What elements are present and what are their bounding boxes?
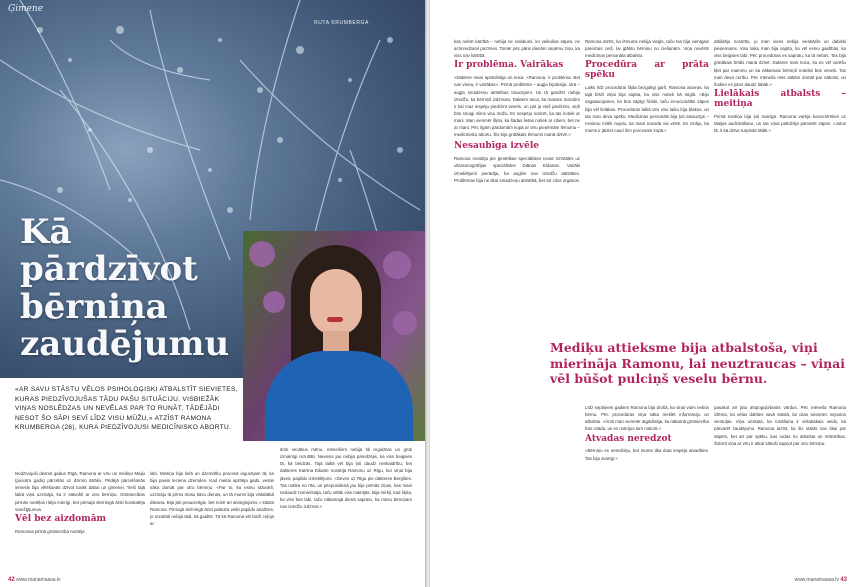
- page-number: 43: [840, 577, 847, 583]
- page-number: 42: [8, 577, 15, 583]
- article-column: [454, 38, 580, 578]
- body-text: «Daktere mani apsēdināja un teica: «Ramona, ir problēma. Bet nav viena, ir vairākas». Pirmā problēma – augļa hipoksija, otrā – augļa smadzeņu attīstības traucējumi. Un tā gandrīz nebija izredžu, ka bērniņš izdzīvotu. Daktere teica, ka manam mazulim ir ļoti maz iespēju piedzimt vesels, un pat ja viņš piedzims, viņš būs smagi slims visu mūžu. Es nespēju noticēt, ka tas notiek ar mani. Man vienmēr šķita, ka šādas lietas notiek ar citiem, bet ne ar mani. Pēc ilgām pārdomām kopā ar vīru pieņēmām lēmumu – medicīnisko abortu. Šis bija grūtākais lēmums manā dzīvē.»: [454, 75, 580, 138]
- title-line: zaudējumu: [20, 324, 230, 365]
- body-text: ārsti vecākus mēnu, mēnešiem nebija tik regulāras un grūti izmainīgi rezultāti. Neviens jau nebija paredzējis, ka viss beigsies tā, kā beidzās. Tajā laikā vēl bija ļoti daudz neskaidrību, bet dakteres Katrīna Eikarte nosūtīja Ramonu uz Rīgu, kur viņai bija jāveic papildu izmeklējumi. «Devos uz Rīgu pie dakteres Berglites. Tas notika no rīta, un pēcpusdienā jau bija pirmās ziņas, kas mani nedaudz nomierināja, taču vēlāk viss mainījās. Bija mirkļi, kad šķita, ka viss būs labi, taču nākamajā dienā sapratu, ka mūsu bērniņam nav izredžu izdzīvot.»: [280, 447, 412, 509]
- pull-quote: Mediķu attieksme bija atbalstoša, viņi mierināja Ramonu, lai neuztraucas – viņai vēl būšot pulciņš veselu bērnu.: [550, 340, 846, 387]
- section-heading: Lielākais atbalsts – meitiņa: [714, 88, 846, 109]
- body-text: Pirmā meitiņa bija ļoti svarīga. Ramona varēja koncentrēties uz Maijas audzināšanu, un tas viņai palīdzēja pārvarēt sāpes. «Jutos tā, it kā dzīve turpinās tālāk.»: [714, 113, 846, 133]
- body-text: Līdz septiņiem gadiem Ramona bija drošā, ka viņai vairs nebūs bērnu. Pēc procedūras viņa sāka meklēt informāciju un atbalstu. «Ārsti man vienmēr atgādināja, ka nākamā grūtniecība būs citāda, un es mācījos tam noticēt.»: [585, 405, 709, 432]
- body-text: Ramona nosūtīja pie ģenētikas speciālistes Ievas Grīntāles uz ultrasonogrāfijas speciālistes Diānas Eidanas. Vairāki izmeklējumi pierādīja, ka auglim nav izredžu attīstīties. Problēmas bija ne tikai smadzeņu attīstībā, bet arī citos orgānos.: [454, 156, 580, 183]
- left-page: [0, 0, 425, 587]
- body-text: Laiks līdz procedūrai šķita bezgalīgi garš. Ramona atceras, ka tajā brīdī viņai bija sajūta, ka viss notiek kā miglā. «Biju sagatavojusies, ka būs sāpīgi fiziski, taču emocionālās sāpes bija vēl lielākas. Procedūras laikā vīrs visu laiku bija blakus, un tas man deva spēku. Medicīnas personāls bija ļoti atsaucīgs – nevienu mirkli nejutu, ka mani nosoda vai vērtē. Es zināju, ka mums ir jāiziet cauri šim procesam kopā.»: [585, 85, 709, 133]
- lead-paragraph: «AR SAVU STĀSTU VĒLOS PSIHOLOĢISKI ATBALSTĪT SIEVIETES, KURAS PIEDZĪVOJUŠAS TĀDU PAŠU SITUĀCIJU. VISBIEŽĀK VIŅAS NOSLĒDZAS UN NEVĒLAS PAR TO RUNĀT, TĀDĒJĀDI NESOT ŠO SĀPI SEVĪ LĪDZ VISU MŪŽU,» ATZĪST RAMONA KRUMBERGA (26), KURA PIEDZĪVOJUSI MEDICĪNISKO ABORTU.: [15, 386, 238, 432]
- section-heading: Atvadas neredzot: [585, 433, 672, 444]
- section-tag: Ģimene: [8, 4, 44, 14]
- body-text: Nodzīvojuši desmit gadus Rīgā, Ramona ar vīru un meitiņu Maiju (pusotra gada) pārcēlās uz dzimto ātrāko. Pēdējā pārcelšanās iemesls bija vēlēšanās dzīvot tuvāk dabai un ģimenei. Tieši tajā laikā viņa uzzināja, ka ir stāvoklī ar otro bērniņu. Grūtniecības pirmās nedēļas ritēja mierīgi, bet pirmajā skrīningā ārsti konstatēja sarežģījumus.: [15, 471, 145, 512]
- article-column: [714, 404, 846, 578]
- page-folio: [8, 577, 61, 583]
- title-line: pārdzīvot: [20, 249, 198, 290]
- body-text: Ramonas pirmā grūtniecība noritēja: [15, 528, 85, 534]
- author-name: RUTA KRUMBERGA: [314, 20, 369, 26]
- section-heading: Procedūra ar prāta spēku: [585, 60, 709, 81]
- body-text: pasakot arī jūtu atspoguļošanās vārdus. Pēc mēneša Ramona izlēma, ka vēlas dalīties savā stāstā, lai citas sievietes nejustos vientuļas. Viņa uzskata, ka runāšana ir vislabākais veids, kā pārvarēt zaudējumu. Ramona atzīst, ka šis stāsts nav tikai par sāpēm, bet arī par spēku, kas rodas no atbalsta un mīlestības. Šobrīd viņa ar vīru ir atkal sākuši sapņot par otro bērniņu.: [714, 405, 846, 446]
- article-column: [714, 38, 846, 333]
- article-column: [15, 470, 145, 578]
- right-page: [430, 0, 855, 587]
- article-column: [585, 404, 709, 578]
- body-text: Ramona atzīst, ka lēmums nebija viegls, taču tas bija vienīgais pareizais ceļš, lai glābtu bērniņu no ciešanām. Viņa novērtē medicīnas personāla atbalstu.: [585, 39, 709, 59]
- title-line: Kā: [20, 212, 72, 252]
- title-line: bērniņa: [20, 286, 168, 327]
- site-url: www.manamaasa.lv: [794, 577, 839, 583]
- section-heading: Ir problēma. Vairākas: [454, 60, 564, 71]
- site-url: www.manamaasa.lv: [16, 577, 61, 583]
- article-title: [20, 214, 260, 364]
- page-folio: [794, 577, 847, 583]
- body-text: kas nebūt kārtībā – nebija ne nolabumi, ko veikušas sāpes, ne acīmredzami pazīmes. Tomēr pēc pāris dienām saņēmu ziņu, ka viss nav kārtībā.: [454, 39, 580, 59]
- body-text: labi. Meitiņa bija lielā un dzemdību procesā ieguvējam tā, ka bija pavisi leciena dzemdes. Kad meitai aprītēja gads, vestie sāka domāt par otru bērniņu. «Par to, ka esmu stāvoklī, uzzināju tā pirms mūsu kāzu dienas, un tā mums bija vislabākā dāvana. Bija jāri pesacietīgie, bet reizē arī atvieglojums,» stāsta Ramona. Pirmajā skrīningā ārsti palūdza veikt papildu analīzes, jo rezultāti nebija tādi, kā gaidīts. Tā kā Ramona vēl bieži ceļoja ar: [150, 471, 274, 526]
- section-heading: Vēl bez aizdomām: [15, 513, 107, 524]
- article-column: [280, 446, 412, 578]
- article-column: [150, 470, 274, 578]
- portrait-photo: [243, 231, 425, 441]
- article-column: [585, 38, 709, 333]
- body-text: «Bērniņu es neredzēju, bet mums tika dota iespēja atvadīties. Tas bija svarīgi.»: [585, 448, 709, 461]
- body-text: atbildēju nosūtītu, jo man viens nebija vienkāršs un dabiski pieņemams. Visu laiku man bija sajūta, ka vēl esmu gaidībās, ka viss beigsies labi. Pēc procedūras es sapratu, ka tā nebūs. Tas bija grūtākais brīdis manā dzīvē. Daktere man teica, ka es vēl varēšu kļūt par mammu un ka nākamais bērniņš noteikti būs vesels. Tas man deva cerību. Pēc mēneša mēs sākām domāt par nākotni, un šodien es jūtos daudz labāk.»: [714, 39, 846, 87]
- section-heading: Nesaubīga izvēle: [454, 141, 539, 152]
